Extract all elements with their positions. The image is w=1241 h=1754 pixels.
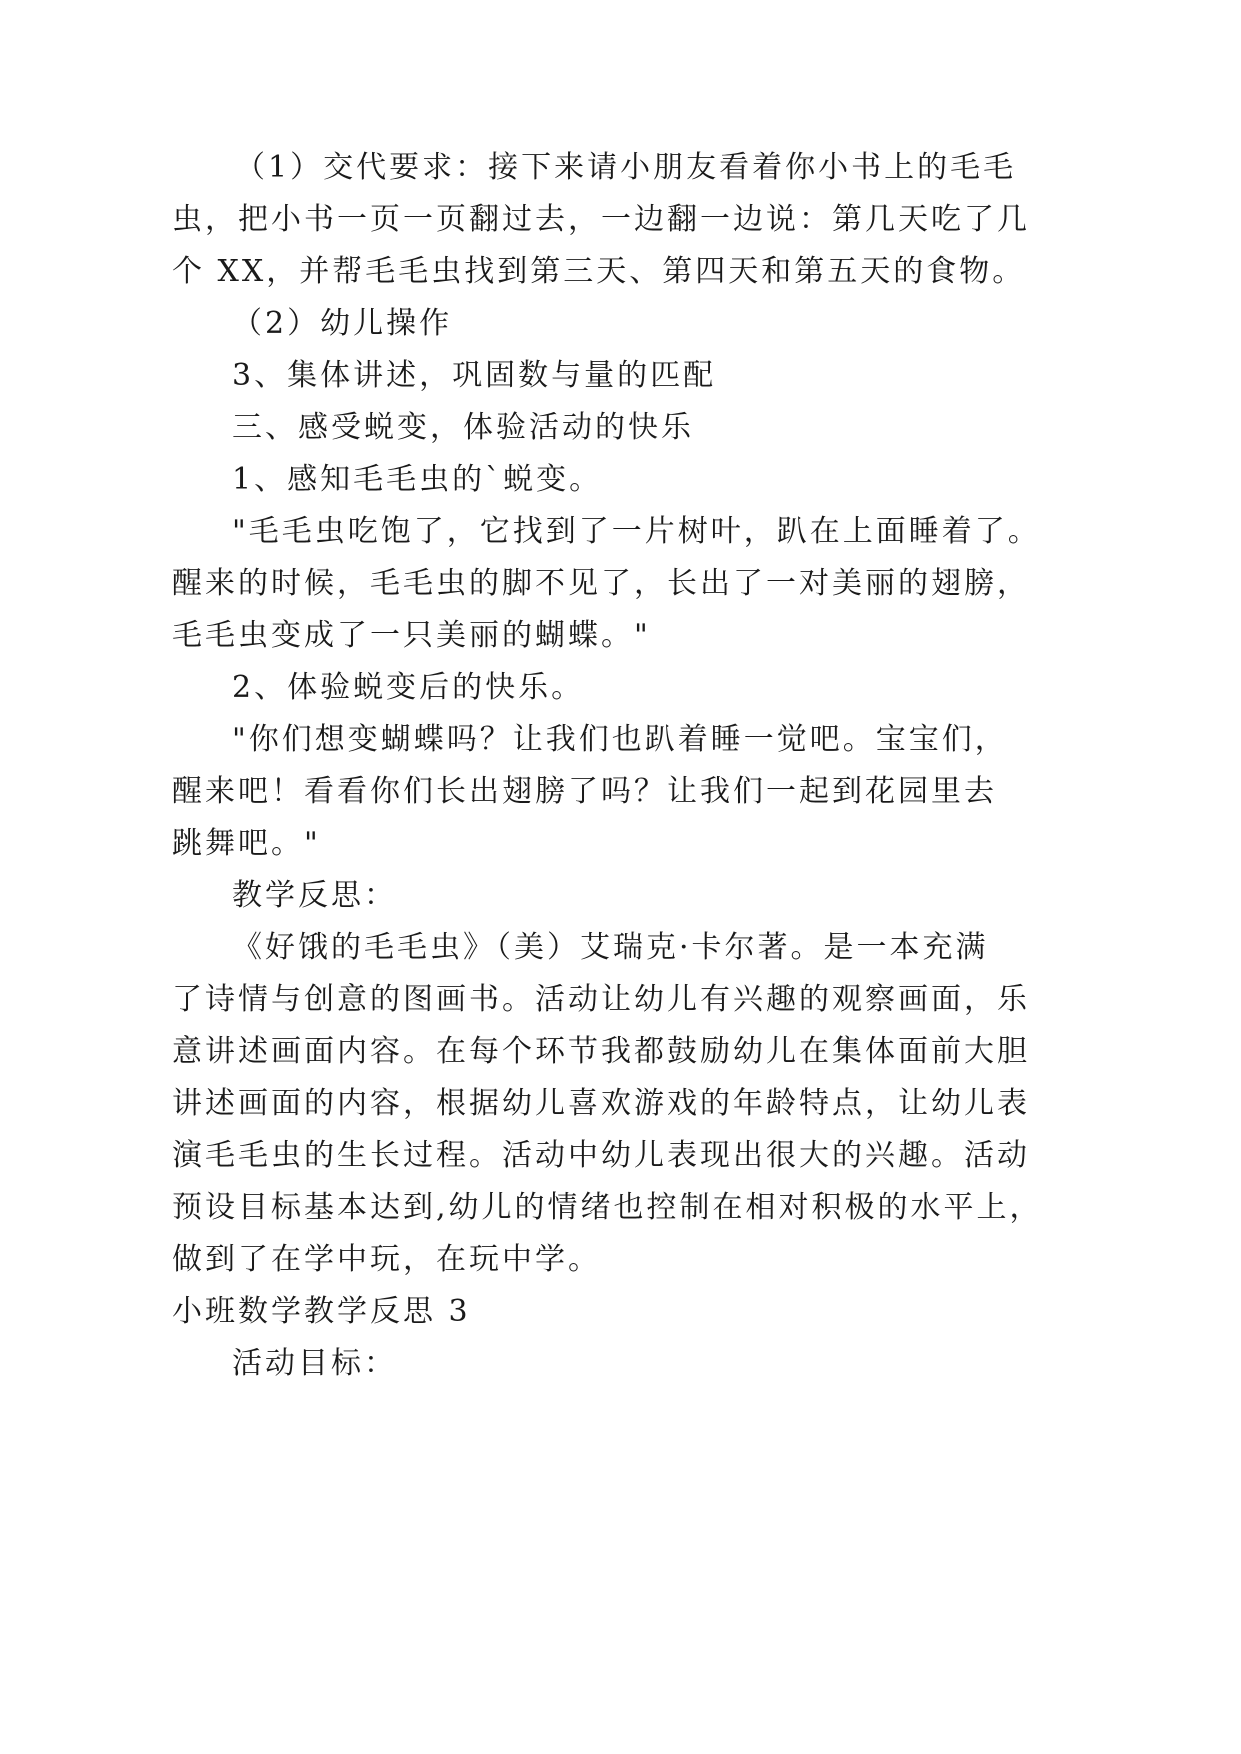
paragraph-line: 了诗情与创意的图画书。活动让幼儿有兴趣的观察画面，乐 bbox=[172, 982, 1030, 1017]
paragraph-line: 毛毛虫变成了一只美丽的蝴蝶。" bbox=[172, 618, 651, 653]
paragraph-line: 虫，把小书一页一页翻过去，一边翻一边说：第几天吃了几 bbox=[172, 202, 1030, 237]
paragraph-line: 2、体验蜕变后的快乐。 bbox=[232, 670, 585, 705]
paragraph-line: 预设目标基本达到,幼儿的情绪也控制在相对积极的水平上， bbox=[172, 1190, 1043, 1225]
paragraph-line: 《好饿的毛毛虫》（美）艾瑞克·卡尔著。是一本充满 bbox=[232, 930, 989, 965]
paragraph-line: 讲述画面的内容，根据幼儿喜欢游戏的年龄特点，让幼儿表 bbox=[172, 1086, 1030, 1121]
paragraph-line: （2）幼儿操作 bbox=[232, 306, 453, 341]
paragraph-line: 演毛毛虫的生长过程。活动中幼儿表现出很大的兴趣。活动 bbox=[172, 1138, 1030, 1173]
paragraph-line: "你们想变蝴蝶吗？让我们也趴着睡一觉吧。宝宝们， bbox=[232, 722, 1008, 757]
paragraph-line: 醒来吧！看看你们长出翅膀了吗？让我们一起到花园里去 bbox=[172, 774, 997, 809]
paragraph-line: 意讲述画面内容。在每个环节我都鼓励幼儿在集体面前大胆 bbox=[172, 1034, 1030, 1069]
paragraph-line: 个 XX，并帮毛毛虫找到第三天、第四天和第五天的食物。 bbox=[172, 254, 1026, 289]
paragraph-line: 做到了在学中玩，在玩中学。 bbox=[172, 1242, 601, 1277]
section-heading: 三、感受蜕变，体验活动的快乐 bbox=[232, 410, 694, 445]
paragraph-line: 跳舞吧。" bbox=[172, 826, 321, 861]
paragraph-line: "毛毛虫吃饱了，它找到了一片树叶，趴在上面睡着了。 bbox=[232, 514, 1041, 549]
paragraph-line: 醒来的时候，毛毛虫的脚不见了，长出了一对美丽的翅膀， bbox=[172, 566, 1030, 601]
section-heading: 教学反思： bbox=[232, 878, 397, 913]
paragraph-line: 3、集体讲述，巩固数与量的匹配 bbox=[232, 358, 717, 393]
paragraph-line: （1）交代要求：接下来请小朋友看着你小书上的毛毛 bbox=[235, 150, 1017, 185]
paragraph-line: 1、感知毛毛虫的`蜕变。 bbox=[232, 462, 603, 497]
document-title: 小班数学教学反思 3 bbox=[172, 1294, 471, 1329]
section-heading: 活动目标： bbox=[232, 1346, 397, 1381]
